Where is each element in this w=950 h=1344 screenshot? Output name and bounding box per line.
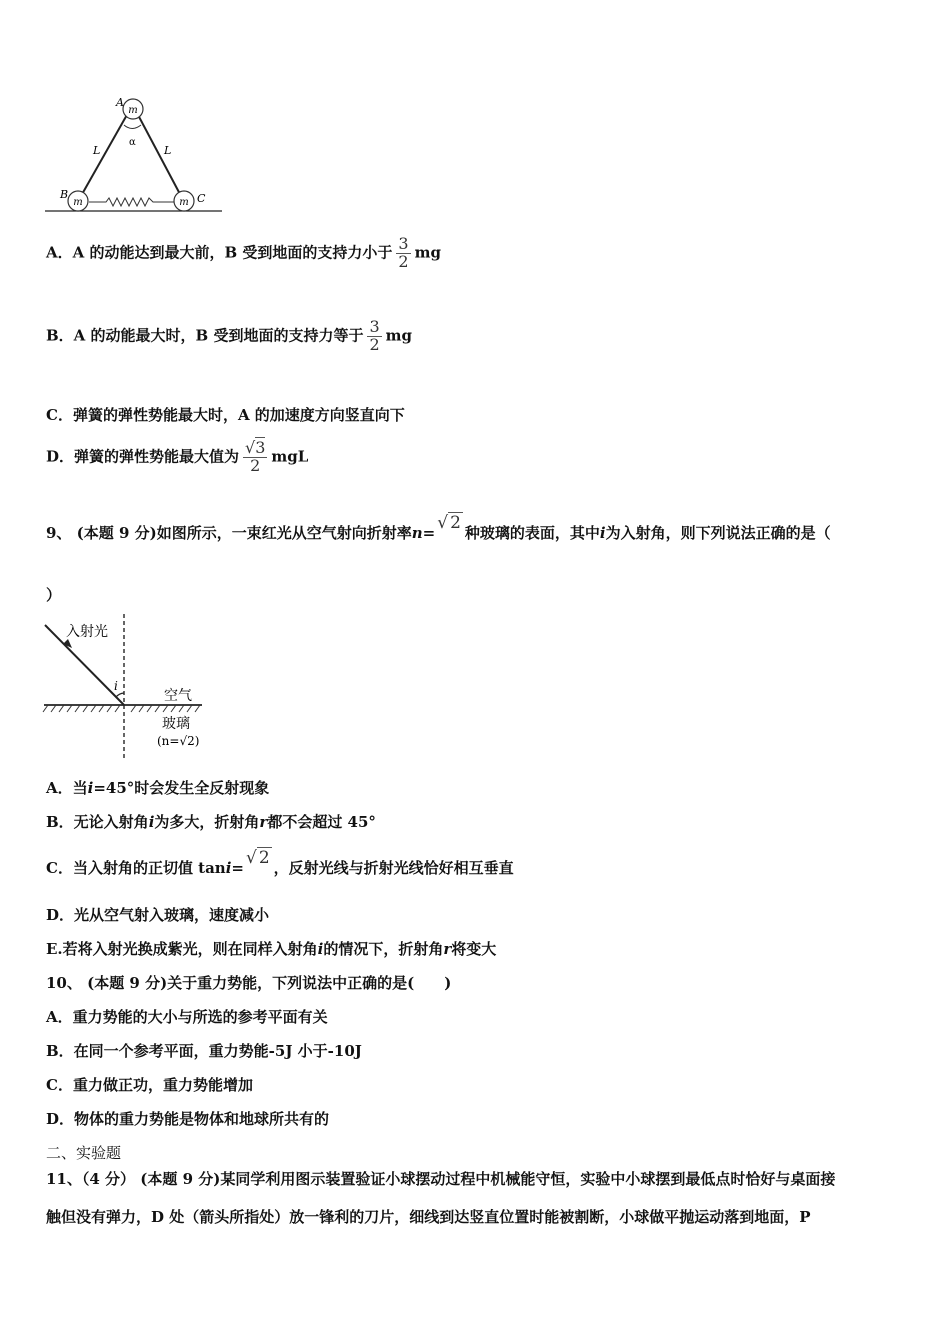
q10-stem: 10、 (本题 9 分)关于重力势能，下列说法中正确的是( ) xyxy=(46,974,452,992)
svg-text:m: m xyxy=(73,197,83,208)
glass-label: 玻璃 xyxy=(162,716,190,732)
q9-option-D: D．光从空气射入玻璃，速度减小 xyxy=(46,906,270,924)
air-label: 空气 xyxy=(164,688,192,704)
q9-option-C: C．当入射角的正切值 tani= √ 2 ，反射光线与折射光线恰好相互垂直 xyxy=(46,848,514,877)
rod-AC xyxy=(137,113,181,196)
label-C: C xyxy=(197,192,206,205)
label-A: A xyxy=(116,96,124,109)
q8-option-D: D．弹簧的弹性势能最大值为 $\frac{√3}{2}$ mgL xyxy=(46,438,309,475)
q9-stem-close: ） xyxy=(46,586,62,604)
label-L-left: L xyxy=(93,144,101,157)
rod-AB xyxy=(81,113,128,196)
q11-line-2: 触但没有弹力，D 处（箭头所指处）放一锋利的刀片，细线到达竖直位置时能被割断，小球做平抛运动落到地面，P xyxy=(46,1208,811,1226)
q10-option-A: A．重力势能的大小与所选的参考平面有关 xyxy=(46,1008,328,1026)
label-B: B xyxy=(60,188,69,201)
n-note: (n=√2) xyxy=(157,734,200,748)
sqrt: √ 2 xyxy=(246,848,270,868)
q8-option-A: A．A 的动能达到最大前，B 受到地面的支持力小于 $\frac{3}{2}$ mg xyxy=(46,234,441,271)
q10-option-D: D．物体的重力势能是物体和地球所共有的 xyxy=(46,1110,330,1128)
spring xyxy=(89,198,175,206)
fraction: $\frac{√3}{2}$ xyxy=(245,438,266,475)
q11-line-1: 11、（4 分） (本题 9 分)某同学利用图示装置验证小球摆动过程中机械能守恒，实验中小球摆到最低点时恰好与桌面接 xyxy=(46,1170,836,1188)
incidence-angle-arc xyxy=(116,693,124,697)
angle-i-label: i xyxy=(114,679,118,693)
refraction-figure xyxy=(42,612,212,762)
section-heading: 二、实验题 xyxy=(46,1144,122,1162)
q9-stem: 9、 (本题 9 分)如图所示，一束红光从空气射向折射率n= √ 2 种玻璃的表面，其中i为入射角，则下列说法正确的是（ xyxy=(46,513,831,542)
label-L-right: L xyxy=(164,144,172,157)
fraction: $\frac{3}{2}$ xyxy=(398,234,409,271)
q8-option-B: B．A 的动能最大时，B 受到地面的支持力等于 $\frac{3}{2}$ mg xyxy=(46,317,413,354)
q9-option-E: E.若将入射光换成紫光，则在同样入射角i的情况下，折射角r将变大 xyxy=(46,940,497,958)
svg-text:m: m xyxy=(128,105,138,116)
q10-option-B: B．在同一个参考平面，重力势能-5J 小于-10J xyxy=(46,1042,362,1060)
q9-option-B: B．无论入射角i为多大，折射角r都不会超过 45° xyxy=(46,813,376,831)
q9-option-A: A．当i=45°时会发生全反射现象 xyxy=(46,779,270,797)
label-alpha: α xyxy=(129,137,136,148)
sqrt: √ 2 xyxy=(437,513,461,533)
q10-option-C: C．重力做正功，重力势能增加 xyxy=(46,1076,253,1094)
svg-text:m: m xyxy=(179,197,189,208)
triangle-spring-figure xyxy=(40,92,230,216)
q8-option-C: C．弹簧的弹性势能最大时，A 的加速度方向竖直向下 xyxy=(46,406,405,424)
incident-label: 入射光 xyxy=(66,624,108,640)
fraction: $\frac{3}{2}$ xyxy=(369,317,380,354)
angle-arc xyxy=(124,125,141,129)
